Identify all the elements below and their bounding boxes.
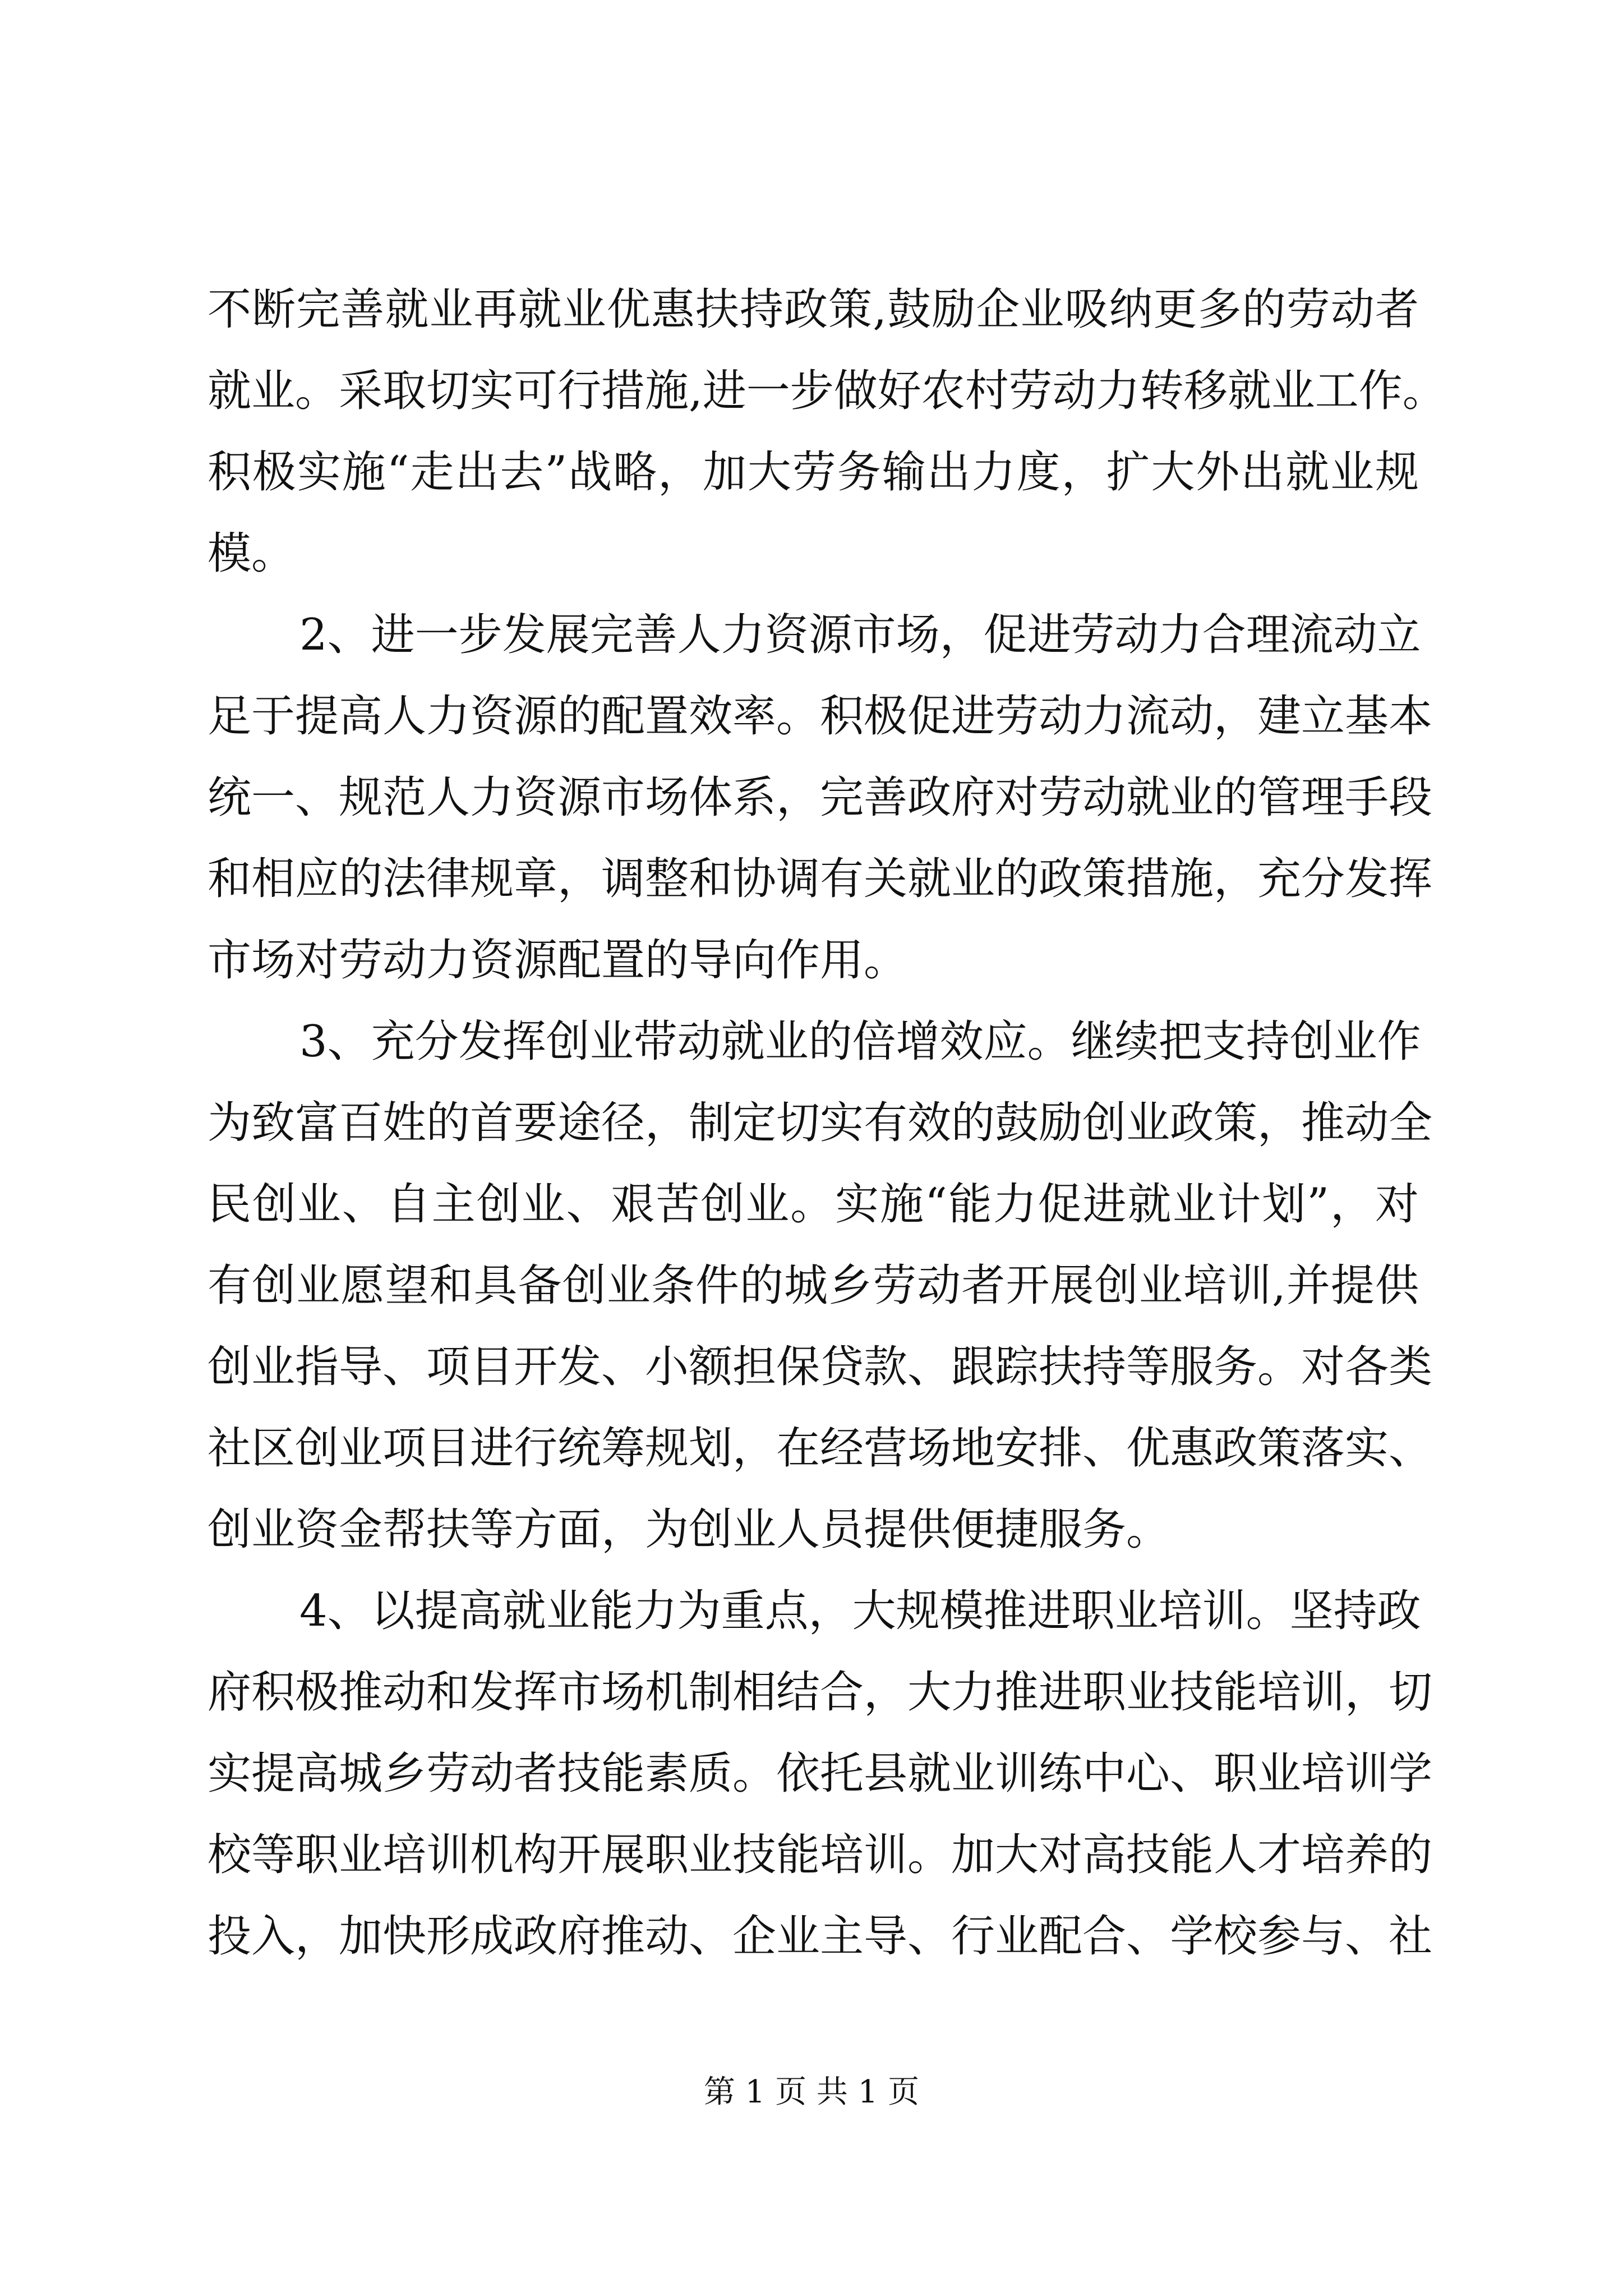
text-line: 为致富百姓的首要途径，制定切实有效的鼓励创业政策，推动全 xyxy=(208,1098,1433,1148)
text-line: 社区创业项目进行统筹规划，在经营场地安排、优惠政策落实、 xyxy=(208,1423,1433,1474)
text-line: 投入，加快形成政府推动、企业主导、行业配合、学校参与、社 xyxy=(208,1911,1433,1962)
text-line: 统一、规范人力资源市场体系，完善政府对劳动就业的管理手段 xyxy=(208,772,1433,823)
text-line: 创业指导、项目开发、小额担保贷款、跟踪扶持等服务。对各类 xyxy=(208,1342,1433,1392)
text-line: 创业资金帮扶等方面，为创业人员提供便捷服务。 xyxy=(208,1504,1170,1555)
text-line: 府积极推动和发挥市场机制相结合，大力推进职业技能培训，切 xyxy=(208,1667,1433,1718)
text-line: 4、以提高就业能力为重点，大规模推进职业培训。坚持政 xyxy=(299,1586,1421,1636)
document-body xyxy=(208,269,1446,1977)
text-line: 就业。采取切实可行措施,进一步做好农村劳动力转移就业工作。 xyxy=(208,366,1446,416)
text-line: 3、充分发挥创业带动就业的倍增效应。继续把支持创业作 xyxy=(299,1016,1421,1067)
text-line: 市场对劳动力资源配置的导向作用。 xyxy=(208,935,908,986)
text-line: 校等职业培训机构开展职业技能培训。加大对高技能人才培养的 xyxy=(208,1830,1433,1880)
text-line: 民创业、自主创业、艰苦创业。实施“能力促进就业计划”，对 xyxy=(208,1179,1419,1230)
text-line: 和相应的法律规章，调整和协调有关就业的政策措施，充分发挥 xyxy=(208,854,1433,904)
text-line: 积极实施“走出去”战略，加大劳务输出力度，扩大外出就业规 xyxy=(208,447,1419,498)
text-line: 足于提高人力资源的配置效率。积极促进劳动力流动，建立基本 xyxy=(208,691,1433,742)
text-line: 不断完善就业再就业优惠扶持政策,鼓励企业吸纳更多的劳动者 xyxy=(208,284,1419,335)
text-line: 2、进一步发展完善人力资源市场，促进劳动力合理流动立 xyxy=(299,610,1421,660)
page-number-footer: 第 1 页 共 1 页 xyxy=(703,2074,920,2110)
text-line: 模。 xyxy=(208,528,296,579)
text-line: 实提高城乡劳动者技能素质。依托县就业训练中心、职业培训学 xyxy=(208,1749,1433,1799)
text-line: 有创业愿望和具备创业条件的城乡劳动者开展创业培训,并提供 xyxy=(208,1260,1419,1311)
